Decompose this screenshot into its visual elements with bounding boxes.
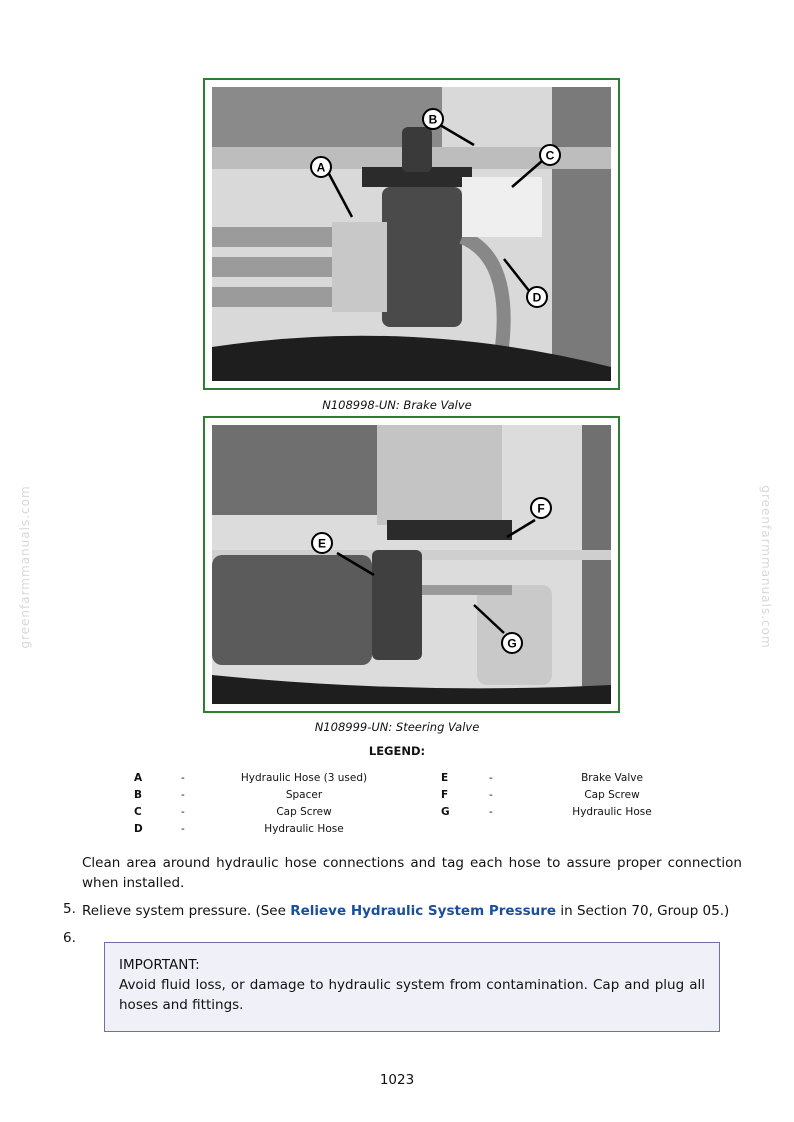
svg-text:E: E: [317, 536, 327, 551]
legend-key: B: [134, 789, 143, 801]
legend-dash: -: [181, 789, 185, 801]
legend-dash: -: [489, 806, 493, 818]
svg-text:A: A: [316, 160, 326, 175]
legend-key: G: [441, 806, 450, 818]
legend-dash: -: [181, 772, 185, 784]
legend-dash: -: [181, 806, 185, 818]
step-number-5: 5.: [63, 901, 76, 917]
svg-text:F: F: [537, 501, 545, 516]
svg-text:C: C: [545, 148, 555, 163]
figure-caption-steering-valve: N108999-UN: Steering Valve: [314, 720, 480, 734]
legend-value: Brake Valve: [581, 772, 643, 784]
brake-valve-illustration: [212, 87, 611, 381]
callout-b: [423, 109, 443, 129]
callout-d: [527, 287, 547, 307]
instruction-clean-area: Clean area around hydraulic hose connections and tag each hose to assure proper connection when installed.: [82, 855, 742, 891]
svg-text:B: B: [428, 112, 438, 127]
legend-key: E: [441, 772, 449, 784]
steering-valve-illustration: [212, 425, 611, 704]
note-title: IMPORTANT:: [119, 957, 200, 973]
callout-g: [502, 633, 522, 653]
step-5-prefix: Relieve system pressure. (See: [82, 903, 291, 919]
callout-f: [531, 498, 551, 518]
figure-caption-brake-valve: N108998-UN: Brake Valve: [322, 398, 472, 412]
legend-value: Hydraulic Hose: [572, 806, 652, 818]
legend-value: Hydraulic Hose (3 used): [240, 772, 368, 784]
legend-dash: -: [489, 772, 493, 784]
legend-value: Hydraulic Hose: [264, 823, 344, 835]
watermark-right: greenfarmmanuals.com: [759, 485, 773, 649]
figure-steering-valve: [203, 416, 620, 713]
callout-e: [312, 533, 332, 553]
legend-key: A: [134, 772, 143, 784]
figure-brake-valve: [203, 78, 620, 390]
svg-text:G: G: [507, 636, 517, 651]
legend-dash: -: [181, 823, 185, 835]
page-number: 1023: [379, 1072, 415, 1088]
legend-value: Spacer: [285, 789, 323, 801]
legend-dash: -: [489, 789, 493, 801]
watermark-left: greenfarmmanuals.com: [18, 485, 32, 649]
important-note: [104, 942, 720, 1032]
note-body: Avoid fluid loss, or damage to hydraulic system from contamination. Cap and plug all hoses and fittings.: [119, 977, 705, 1013]
step-5-text: [82, 901, 742, 921]
legend-key: F: [441, 789, 449, 801]
legend-value: Cap Screw: [276, 806, 332, 818]
step-number-6: 6.: [63, 930, 76, 946]
callout-a: [311, 157, 331, 177]
svg-text:D: D: [532, 290, 542, 305]
legend-key: D: [134, 823, 143, 835]
legend-value: Cap Screw: [584, 789, 640, 801]
relieve-hydraulic-pressure-link[interactable]: Relieve Hydraulic System Pressure: [290, 903, 557, 919]
legend-key: C: [134, 806, 142, 818]
callout-c: [540, 145, 560, 165]
step-5-suffix: in Section 70, Group 05.): [556, 903, 730, 919]
legend-title: LEGEND:: [368, 744, 426, 758]
